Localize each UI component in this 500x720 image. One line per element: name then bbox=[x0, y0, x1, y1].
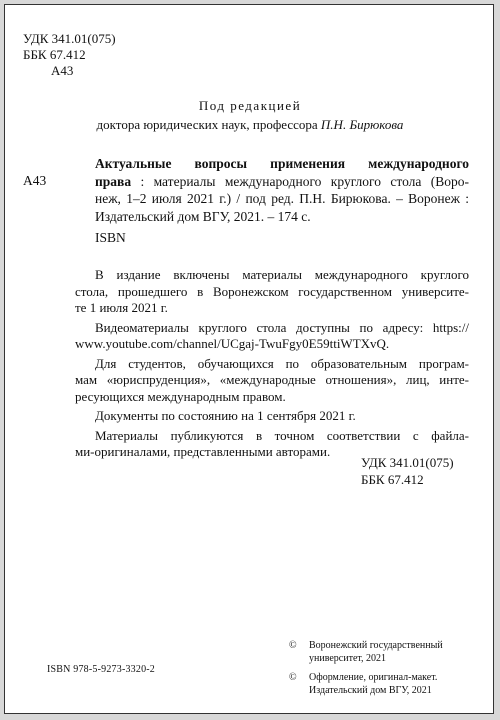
copyright-block bbox=[289, 639, 443, 697]
annotation bbox=[75, 267, 469, 461]
classification-codes bbox=[23, 31, 116, 79]
editor-name: П.Н. Бирюкова bbox=[320, 117, 404, 132]
copyright-line: Воронежский государственный bbox=[309, 640, 443, 651]
biblio-line: неж, 1–2 июля 2021 г.) / под ред. П.Н. Бирюкова. – Воронеж : bbox=[95, 191, 469, 206]
editor-credentials: доктора юридических наук, профессора bbox=[96, 117, 321, 132]
biblio-subtitle: : материалы международного круглого стола (Воро- bbox=[131, 173, 469, 189]
annotation-line: стола, прошедшего в Воронежском государственном университе- bbox=[75, 283, 469, 299]
copyright-entry bbox=[289, 671, 443, 697]
annotation-line: ресующихся международным правом. bbox=[75, 388, 286, 404]
isbn-label: ISBN bbox=[95, 230, 126, 245]
udk-code-bottom: УДК 341.01(075) bbox=[361, 455, 454, 470]
biblio-line bbox=[95, 173, 469, 191]
annotation-line: Видеоматериалы круглого стола доступны по адресу: https:// bbox=[95, 319, 469, 335]
copyright-icon: © bbox=[289, 640, 297, 651]
biblio-line: Издательский дом ВГУ, 2021. – 174 с. bbox=[95, 208, 311, 224]
copyright-entry bbox=[289, 639, 443, 665]
annotation-line: те 1 июля 2021 г. bbox=[75, 300, 168, 315]
biblio-line bbox=[95, 155, 469, 173]
copyright-line: Оформление, оригинал-макет. bbox=[309, 672, 438, 683]
classification-codes-bottom bbox=[361, 454, 454, 488]
book-title-part1: Актуальные вопросы применения международного bbox=[95, 156, 469, 171]
annotation-line: ми-оригиналами, представленными авторами. bbox=[75, 444, 331, 459]
annotation-line: мам «юриспруденция», «международные отношения», лиц, инте- bbox=[75, 372, 469, 387]
title-verso-page bbox=[4, 4, 494, 714]
bbk-code: ББК 67.412 bbox=[23, 47, 86, 62]
copyright-line: Издательский дом ВГУ, 2021 bbox=[309, 685, 432, 696]
isbn-number: ISBN 978-5-9273-3320-2 bbox=[47, 664, 156, 675]
annotation-line: Документы по состоянию на 1 сентября 2021 г. bbox=[95, 408, 356, 423]
editor-line bbox=[5, 117, 495, 133]
book-title-part2: права bbox=[95, 173, 132, 189]
annotation-line: www.youtube.com/channel/UCgaj-TwuFgy0E59ttiWTXvQ. bbox=[75, 336, 390, 351]
copyright-line: университет, 2021 bbox=[309, 653, 387, 664]
copyright-icon: © bbox=[289, 672, 297, 683]
author-sign-side: А43 bbox=[23, 173, 47, 188]
editor-heading: Под редакцией bbox=[198, 98, 302, 113]
annotation-line: Для студентов, обучающихся по образовательным програм- bbox=[95, 355, 469, 371]
bibliographic-record bbox=[95, 155, 469, 225]
author-sign: А43 bbox=[51, 63, 74, 78]
annotation-line: В издание включены материалы международного круглого bbox=[95, 267, 469, 282]
annotation-line: Материалы публикуются в точном соответствии с файла- bbox=[95, 427, 469, 443]
udk-code: УДК 341.01(075) bbox=[23, 31, 116, 46]
bbk-code-bottom: ББК 67.412 bbox=[361, 472, 424, 487]
